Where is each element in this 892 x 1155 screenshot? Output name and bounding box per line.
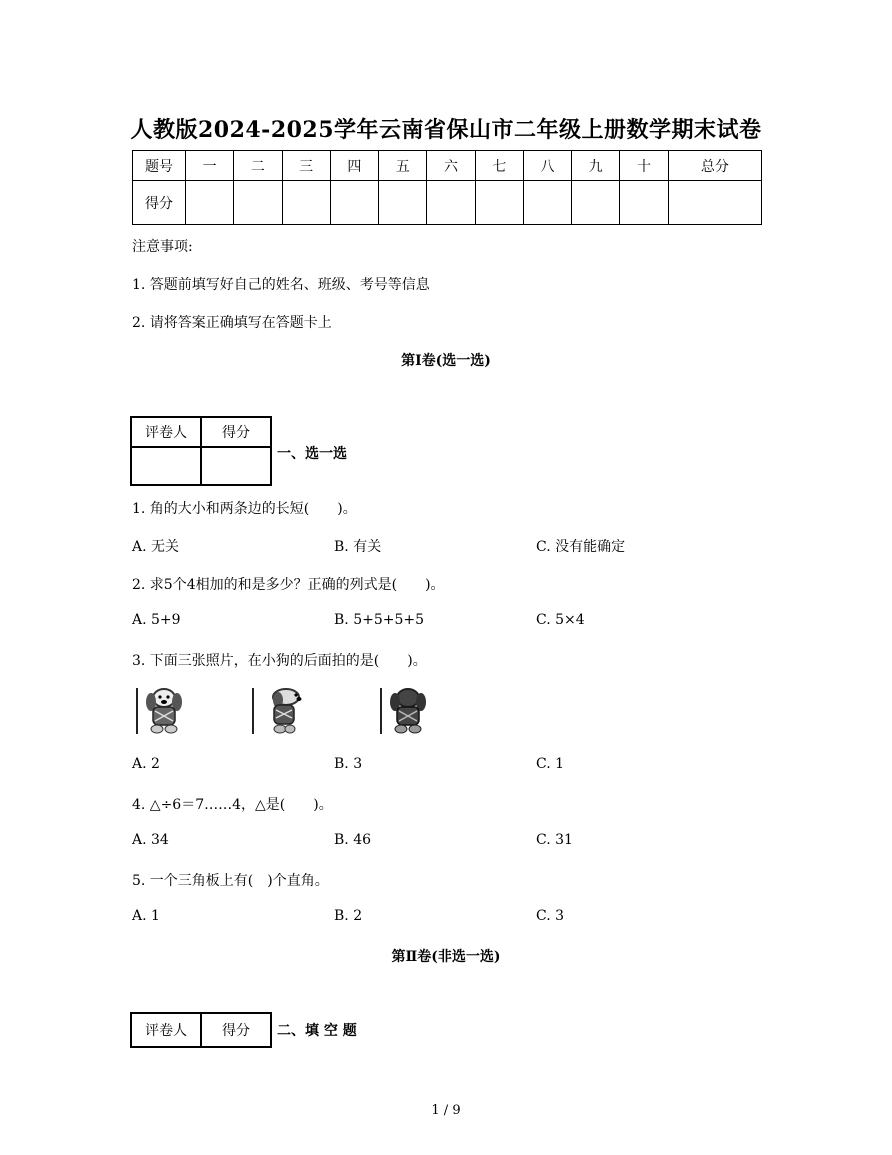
option-c: C. 1 <box>536 756 565 772</box>
page-number: 1 / 9 <box>431 1103 461 1118</box>
score-header-cell: 总分 <box>668 151 761 181</box>
grader-score-label: 得分 <box>201 417 271 447</box>
part2-title: 第Ⅱ卷(非选一选) <box>391 949 501 965</box>
score-table-header-row <box>133 151 762 181</box>
score-cell <box>668 181 761 225</box>
grader-score-cell <box>201 447 271 485</box>
score-cell <box>234 181 282 225</box>
section-heading: 二、填 空 题 <box>277 1023 357 1039</box>
score-header-cell: 八 <box>523 151 571 181</box>
score-cell <box>523 181 571 225</box>
option-a: A. 5+9 <box>132 612 181 628</box>
score-cell <box>186 181 234 225</box>
score-header-cell: 一 <box>186 151 234 181</box>
question-1: 1. 角的大小和两条边的长短( )。 <box>132 501 357 517</box>
notice-item: 1. 答题前填写好自己的姓名、班级、考号等信息 <box>132 277 430 293</box>
notice-heading: 注意事项: <box>132 239 193 255</box>
dog-photo-2 <box>252 684 310 736</box>
option-c: C. 31 <box>536 832 573 848</box>
score-cell <box>379 181 427 225</box>
score-table <box>132 150 762 225</box>
score-header-cell: 五 <box>379 151 427 181</box>
option-a: A. 2 <box>132 756 160 772</box>
score-table-score-row <box>133 181 762 225</box>
grader-reviewer-label: 评卷人 <box>131 417 201 447</box>
question-3: 3. 下面三张照片，在小狗的后面拍的是( )。 <box>132 653 427 669</box>
question-4: 4. △÷6＝7……4，△是( )。 <box>132 797 333 813</box>
option-c: C. 3 <box>536 908 565 924</box>
score-header-cell: 九 <box>572 151 620 181</box>
option-a: A. 1 <box>132 908 160 924</box>
dog-photo-1 <box>136 684 194 736</box>
score-row-label: 得分 <box>133 181 186 225</box>
option-c: C. 没有能确定 <box>536 539 626 555</box>
score-cell <box>427 181 475 225</box>
score-header-cell: 七 <box>475 151 523 181</box>
score-cell <box>330 181 378 225</box>
option-c: C. 5×4 <box>536 612 585 628</box>
option-a: A. 34 <box>132 832 169 848</box>
grader-reviewer-cell <box>131 447 201 485</box>
page-title: 人教版2024-2025学年云南省保山市二年级上册数学期末试卷 <box>130 117 762 143</box>
score-cell <box>475 181 523 225</box>
question-5: 5. 一个三角板上有( )个直角。 <box>132 873 329 889</box>
grader-table-part2 <box>130 1012 272 1048</box>
grader-table-part1 <box>130 416 272 486</box>
score-cell <box>572 181 620 225</box>
option-b: B. 3 <box>334 756 363 772</box>
option-b: B. 46 <box>334 832 372 848</box>
dog-photo-3 <box>380 684 438 736</box>
score-header-cell: 十 <box>620 151 668 181</box>
option-b: B. 有关 <box>334 539 382 555</box>
notice-item: 2. 请将答案正确填写在答题卡上 <box>132 315 332 331</box>
option-a: A. 无关 <box>132 539 180 555</box>
score-cell <box>620 181 668 225</box>
score-cell <box>282 181 330 225</box>
question-2: 2. 求5个4相加的和是多少？正确的列式是( )。 <box>132 577 445 593</box>
score-header-cell: 四 <box>330 151 378 181</box>
grader-score-label: 得分 <box>201 1013 271 1047</box>
score-header-cell: 二 <box>234 151 282 181</box>
score-header-cell: 三 <box>282 151 330 181</box>
part1-title: 第Ⅰ卷(选一选) <box>401 353 491 369</box>
score-header-cell: 题号 <box>133 151 186 181</box>
grader-reviewer-label: 评卷人 <box>131 1013 201 1047</box>
score-header-cell: 六 <box>427 151 475 181</box>
section-heading: 一、选一选 <box>277 446 347 462</box>
option-b: B. 2 <box>334 908 363 924</box>
option-b: B. 5+5+5+5 <box>334 612 425 628</box>
